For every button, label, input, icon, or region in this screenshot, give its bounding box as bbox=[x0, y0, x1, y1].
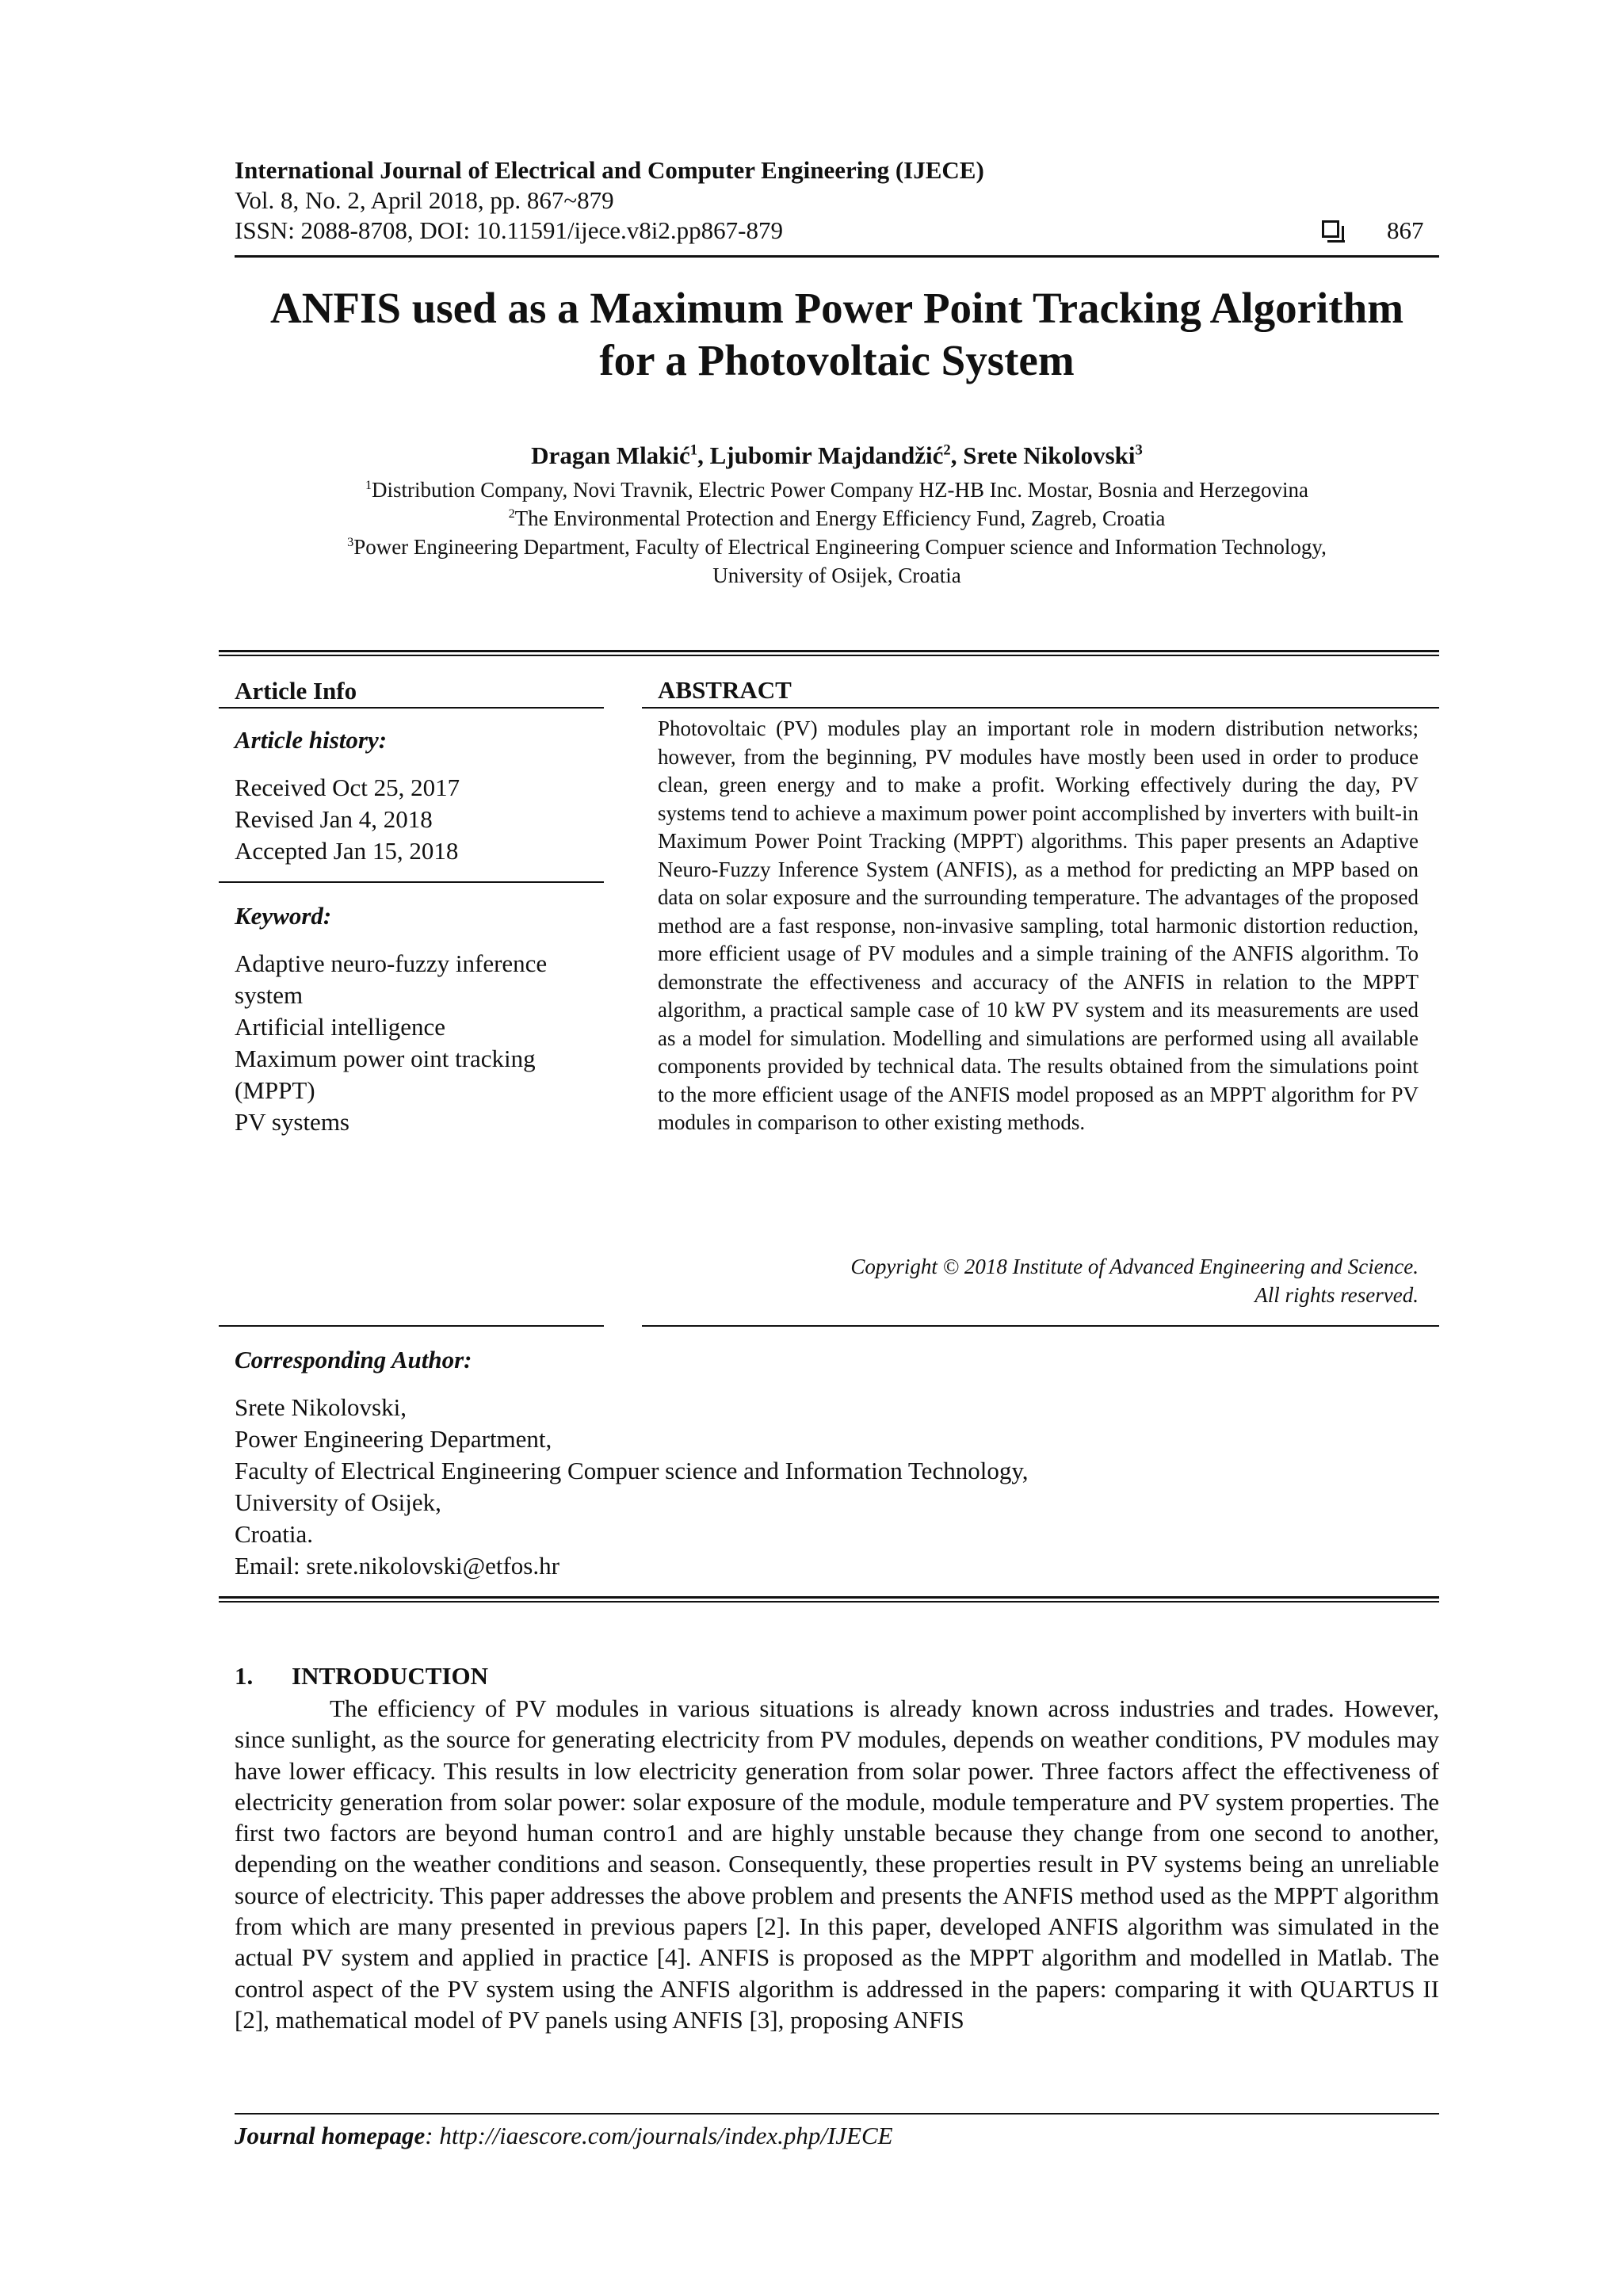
info-top-rule-2 bbox=[219, 655, 1439, 656]
info-bottom-rule-2 bbox=[219, 1601, 1439, 1603]
article-info-heading: Article Info bbox=[235, 677, 357, 705]
keyword-item: system bbox=[235, 981, 304, 1009]
keyword-item: Maximum power oint tracking bbox=[235, 1045, 536, 1072]
affiliation-2: $^2$The Environmental Protection and Energy Efficiency Fund, Zagreb, Croatia bbox=[508, 506, 1166, 530]
journal-volume: Vol. 8, No. 2, April 2018, pp. 867~879 bbox=[235, 186, 614, 214]
header-rule bbox=[235, 255, 1439, 258]
info-bottom-rule bbox=[219, 1596, 1439, 1599]
corresponding-email: Email: srete.nikolovski@etfos.hr bbox=[235, 1552, 559, 1580]
corresponding-line: Faculty of Electrical Engineering Compuer science and Information Technology, bbox=[235, 1457, 1029, 1484]
author-1: Dragan Mlakić bbox=[531, 441, 690, 469]
page-number: 867 bbox=[1387, 216, 1424, 244]
intro-heading: INTRODUCTION bbox=[292, 1662, 489, 1690]
journal-issn-doi: ISSN: 2088-8708, DOI: 10.11591/ijece.v8i2.pp867-879 bbox=[235, 216, 783, 244]
journal-homepage bbox=[235, 2121, 893, 2151]
abstract-heading: ABSTRACT bbox=[658, 676, 792, 704]
copyright-line-2: All rights reserved. bbox=[1254, 1283, 1419, 1307]
article-history-label: Article history: bbox=[235, 726, 388, 754]
copyright-line-1: Copyright © 2018 Institute of Advanced Engineering and Science. bbox=[850, 1255, 1419, 1278]
keyword-label: Keyword: bbox=[235, 902, 332, 930]
journal-name: International Journal of Electrical and Computer Engineering (IJECE) bbox=[235, 156, 984, 184]
received-date: Received Oct 25, 2017 bbox=[235, 774, 460, 801]
affiliation-3: $^3$Power Engineering Department, Faculty of Electrical Engineering Compuer science and Information Technology, bbox=[347, 535, 1327, 559]
title-line-2: for a Photovoltaic System bbox=[599, 336, 1075, 384]
intro-number: 1. bbox=[235, 1662, 254, 1690]
revised-date: Revised Jan 4, 2018 bbox=[235, 805, 433, 833]
author-1-sup: 1 bbox=[689, 441, 698, 459]
homepage-label: Journal homepage bbox=[235, 2122, 426, 2149]
corresponding-line: Srete Nikolovski, bbox=[235, 1393, 407, 1421]
info-top-rule bbox=[219, 650, 1439, 652]
left-column-bottom-rule bbox=[219, 1325, 604, 1327]
accepted-date: Accepted Jan 15, 2018 bbox=[235, 837, 459, 865]
keyword-item: Artificial intelligence bbox=[235, 1013, 445, 1041]
corresponding-line: Croatia. bbox=[235, 1520, 313, 1548]
history-rule bbox=[219, 881, 604, 883]
keyword-item: (MPPT) bbox=[235, 1076, 315, 1104]
title-line-1: ANFIS used as a Maximum Power Point Tracking Algorithm bbox=[269, 284, 1404, 332]
keyword-item: PV systems bbox=[235, 1108, 349, 1136]
paper-title bbox=[235, 282, 1439, 387]
author-3-sup: 3 bbox=[1135, 441, 1143, 459]
author-3: Srete Nikolovski bbox=[963, 441, 1136, 469]
author-list: Dragan Mlakić$^1$, Ljubomir Majdandžić$^2$, Srete Nikolovski$^3$ bbox=[531, 441, 1143, 469]
homepage-url[interactable]: : http://iaescore.com/journals/index.php/IJECE bbox=[425, 2122, 893, 2149]
affiliation-3-cont: University of Osijek, Croatia bbox=[712, 563, 961, 587]
keyword-item: Adaptive neuro-fuzzy inference bbox=[235, 949, 548, 977]
footer-rule bbox=[235, 2113, 1439, 2115]
author-2-sup: 2 bbox=[943, 441, 951, 459]
affiliation-1: $^1$Distribution Company, Novi Travnik, Electric Power Company HZ-HB Inc. Mostar, Bosnia and Herzegovina bbox=[365, 478, 1309, 502]
author-2: Ljubomir Majdandžić bbox=[709, 441, 944, 469]
right-column-bottom-rule bbox=[642, 1325, 1439, 1327]
abstract-rule bbox=[642, 707, 1439, 709]
article-info-rule bbox=[219, 707, 604, 709]
corresponding-line: University of Osijek, bbox=[235, 1488, 441, 1516]
corresponding-author-heading: Corresponding Author: bbox=[235, 1346, 472, 1373]
checkbox-square-icon bbox=[1322, 220, 1339, 238]
abstract-text: Photovoltaic (PV) modules play an important role in modern distribution networks; however, from the beginning, PV modules have mostly been used in order to produce clean, green energy and to make a profit. Working effectively during the day, PV systems tend to achieve a maximum power point accomplished by inverters with built-in Maximum Power Point Tracking (MPPT) algorithms. This paper presents an Adaptive Neuro-Fuzzy Inference System (ANFIS), as a method for predicting an MPP based on data on solar exposure and the surrounding temperature. The advantages of the proposed method are a fast response, non-invasive sampling, total harmonic distortion reduction, more efficient usage of PV modules and a simple training of the ANFIS algorithm. To demonstrate the effectiveness and accuracy of the ANFIS in relation to the MPPT algorithm, a practical sample case of 10 kW PV system and its measurements are used as a model for simulation. Modelling and simulations are performed using all available components provided by technical data. The results obtained from the simulations point to the more efficient usage of the ANFIS model proposed as an MPPT algorithm for PV modules in comparison to other existing methods. bbox=[658, 716, 1419, 1134]
corresponding-line: Power Engineering Department, bbox=[235, 1425, 552, 1453]
intro-paragraph: The efficiency of PV modules in various situations is already known across industries and trades. However, since sunlight, as the source for generating electricity from PV modules, depends on weather conditions, PV modules may have lower efficacy. This results in low electricity generation from solar power. Three factors affect the effectiveness of electricity generation from solar power: solar exposure of the module, module temperature and PV system properties. The first two factors are beyond human contro1 and are highly unstable because they change from one second to another, depending on the weather conditions and season. Consequently, these properties result in PV systems being an unreliable source of electricity. This paper addresses the above problem and presents the ANFIS method used as the MPPT algorithm from which are many presented in previous papers [2]. In this paper, developed ANFIS algorithm was simulated in the actual PV system and applied in practice [4]. ANFIS is proposed as the MPPT algorithm and modelled in Matlab. The control aspect of the PV system using the ANFIS algorithm is addressed in the papers: comparing it with QUARTUS II [2], mathematical model of PV panels using ANFIS [3], proposing ANFIS bbox=[235, 1694, 1439, 2034]
